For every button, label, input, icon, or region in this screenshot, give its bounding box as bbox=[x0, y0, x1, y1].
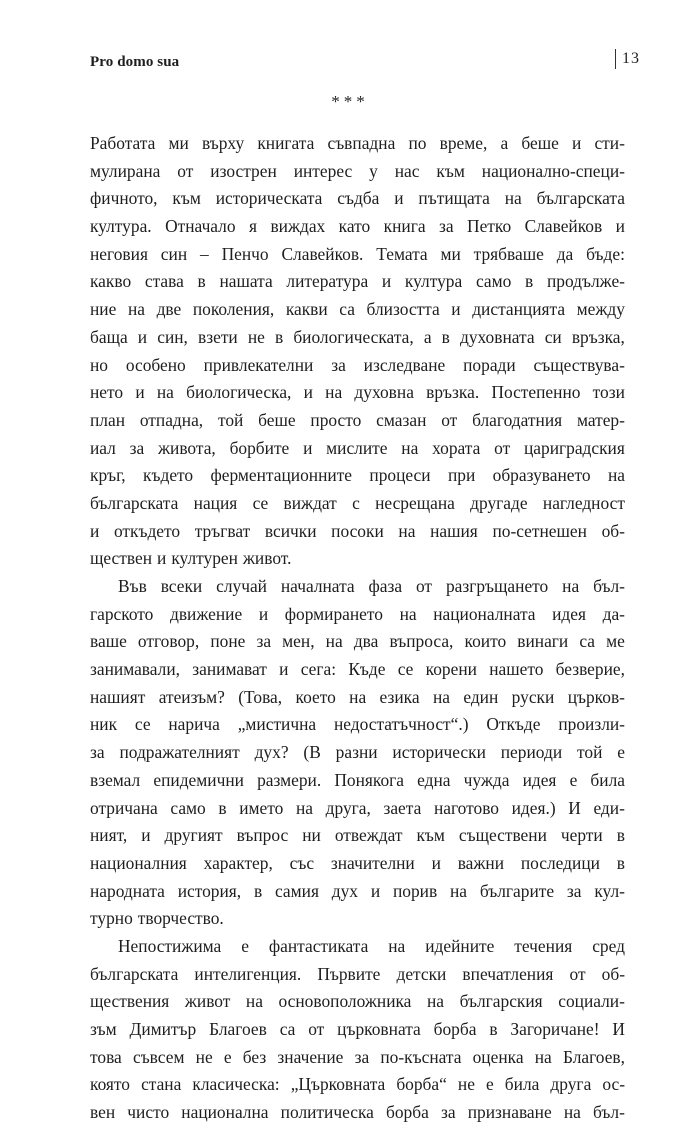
text-line: занимавали, занимават и сега: Къде се корени нашето безверие, bbox=[90, 659, 625, 680]
body-text bbox=[90, 130, 625, 1127]
text-line: кръг, където ферментационните процеси при образуването на bbox=[90, 465, 625, 486]
page-number-block bbox=[615, 46, 640, 72]
text-line: ваше отговор, поне за мен, на два въпроса, които винаги са ме bbox=[90, 631, 625, 652]
text-line: турно творчество. bbox=[90, 908, 224, 929]
text-line: за подражателният дух? (В разни исторически периоди той е bbox=[90, 742, 625, 763]
text-line: баща и син, взети не в биологическата, а в духовната си връзка, bbox=[90, 326, 625, 347]
text-line: вен чисто национална политическа борба за признаване на бъл- bbox=[90, 1102, 625, 1123]
text-line: това съвсем не е без значение за по-късната оценка на Благоев, bbox=[90, 1046, 625, 1067]
text-line: култура. Отначало я виждах като книга за Петко Славейков и bbox=[90, 216, 625, 237]
running-title: Pro domo sua bbox=[90, 54, 180, 70]
text-line: Във всеки случай началната фаза от разгръщането на бъл- bbox=[118, 576, 625, 596]
text-line: ният, и другият въпрос ни отвеждат към съществени черти в bbox=[90, 825, 625, 846]
text-line: ник се нарича „мистична недостатъчност“.) Откъде произли- bbox=[90, 714, 625, 735]
text-line: нашият атеизъм? (Това, което на езика на един руски църков- bbox=[90, 686, 625, 707]
text-line: националния характер, със значителни и важни последици в bbox=[90, 852, 625, 873]
text-line: която стана класическа: „Църковната борба“ не е била друга ос- bbox=[90, 1074, 625, 1095]
text-line: ществен и културен живот. bbox=[90, 548, 292, 569]
text-line: ществения живот на основоположника на българския социали- bbox=[90, 991, 625, 1012]
text-line: какво става в нашата литература и култура само в продълже- bbox=[90, 271, 625, 292]
text-line: план отпадна, той беше просто смазан от благодатния матер- bbox=[90, 409, 625, 430]
text-line: вземал епидемични размери. Понякога една чужда идея е била bbox=[90, 769, 625, 790]
running-header bbox=[90, 46, 640, 76]
text-line: нето и на биологическа, и на духовна връзка. Постепенно този bbox=[90, 382, 625, 403]
text-line: неговия син – Пенчо Славейков. Темата ми трябваше да бъде: bbox=[90, 243, 625, 264]
text-line: ние на две поколения, какви са близостта и дистанцията между bbox=[90, 299, 625, 320]
text-line: мулирана от изострен интерес у нас към национално-специ- bbox=[90, 160, 625, 181]
text-line: гарското движение и формирането на националната идея да- bbox=[90, 603, 625, 624]
section-break-ornament: *** bbox=[331, 92, 369, 111]
page-number-rule bbox=[615, 49, 616, 69]
text-line: Непостижима е фантастиката на идейните течения сред bbox=[118, 935, 625, 956]
text-line: българската нация се виждат с несрещана другаде нагледност bbox=[90, 492, 625, 513]
text-line: Работата ми върху книгата съвпадна по време, а беше и сти- bbox=[90, 133, 625, 153]
text-line: зъм Димитър Благоев са от църковната борба в Загоричане! И bbox=[90, 1019, 625, 1039]
text-line: отричана само в името на друга, заета наготово идея.) И еди- bbox=[90, 797, 625, 818]
text-line: но особено привлекателни за изследване поради съществува- bbox=[90, 354, 625, 375]
text-line: фичното, към историческата съдба и пътищата на българската bbox=[90, 188, 625, 209]
text-line: и откъдето тръгват всички посоки на нашия по-сетнешен об- bbox=[90, 520, 625, 541]
text-line: народната история, в самия дух и порив на българите за кул- bbox=[90, 880, 625, 901]
text-line: българската интелигенция. Първите детски впечатления от об- bbox=[90, 963, 625, 984]
page-number: 13 bbox=[622, 50, 640, 67]
text-line: иал за живота, борбите и мислите на хората от цариградския bbox=[90, 437, 625, 458]
